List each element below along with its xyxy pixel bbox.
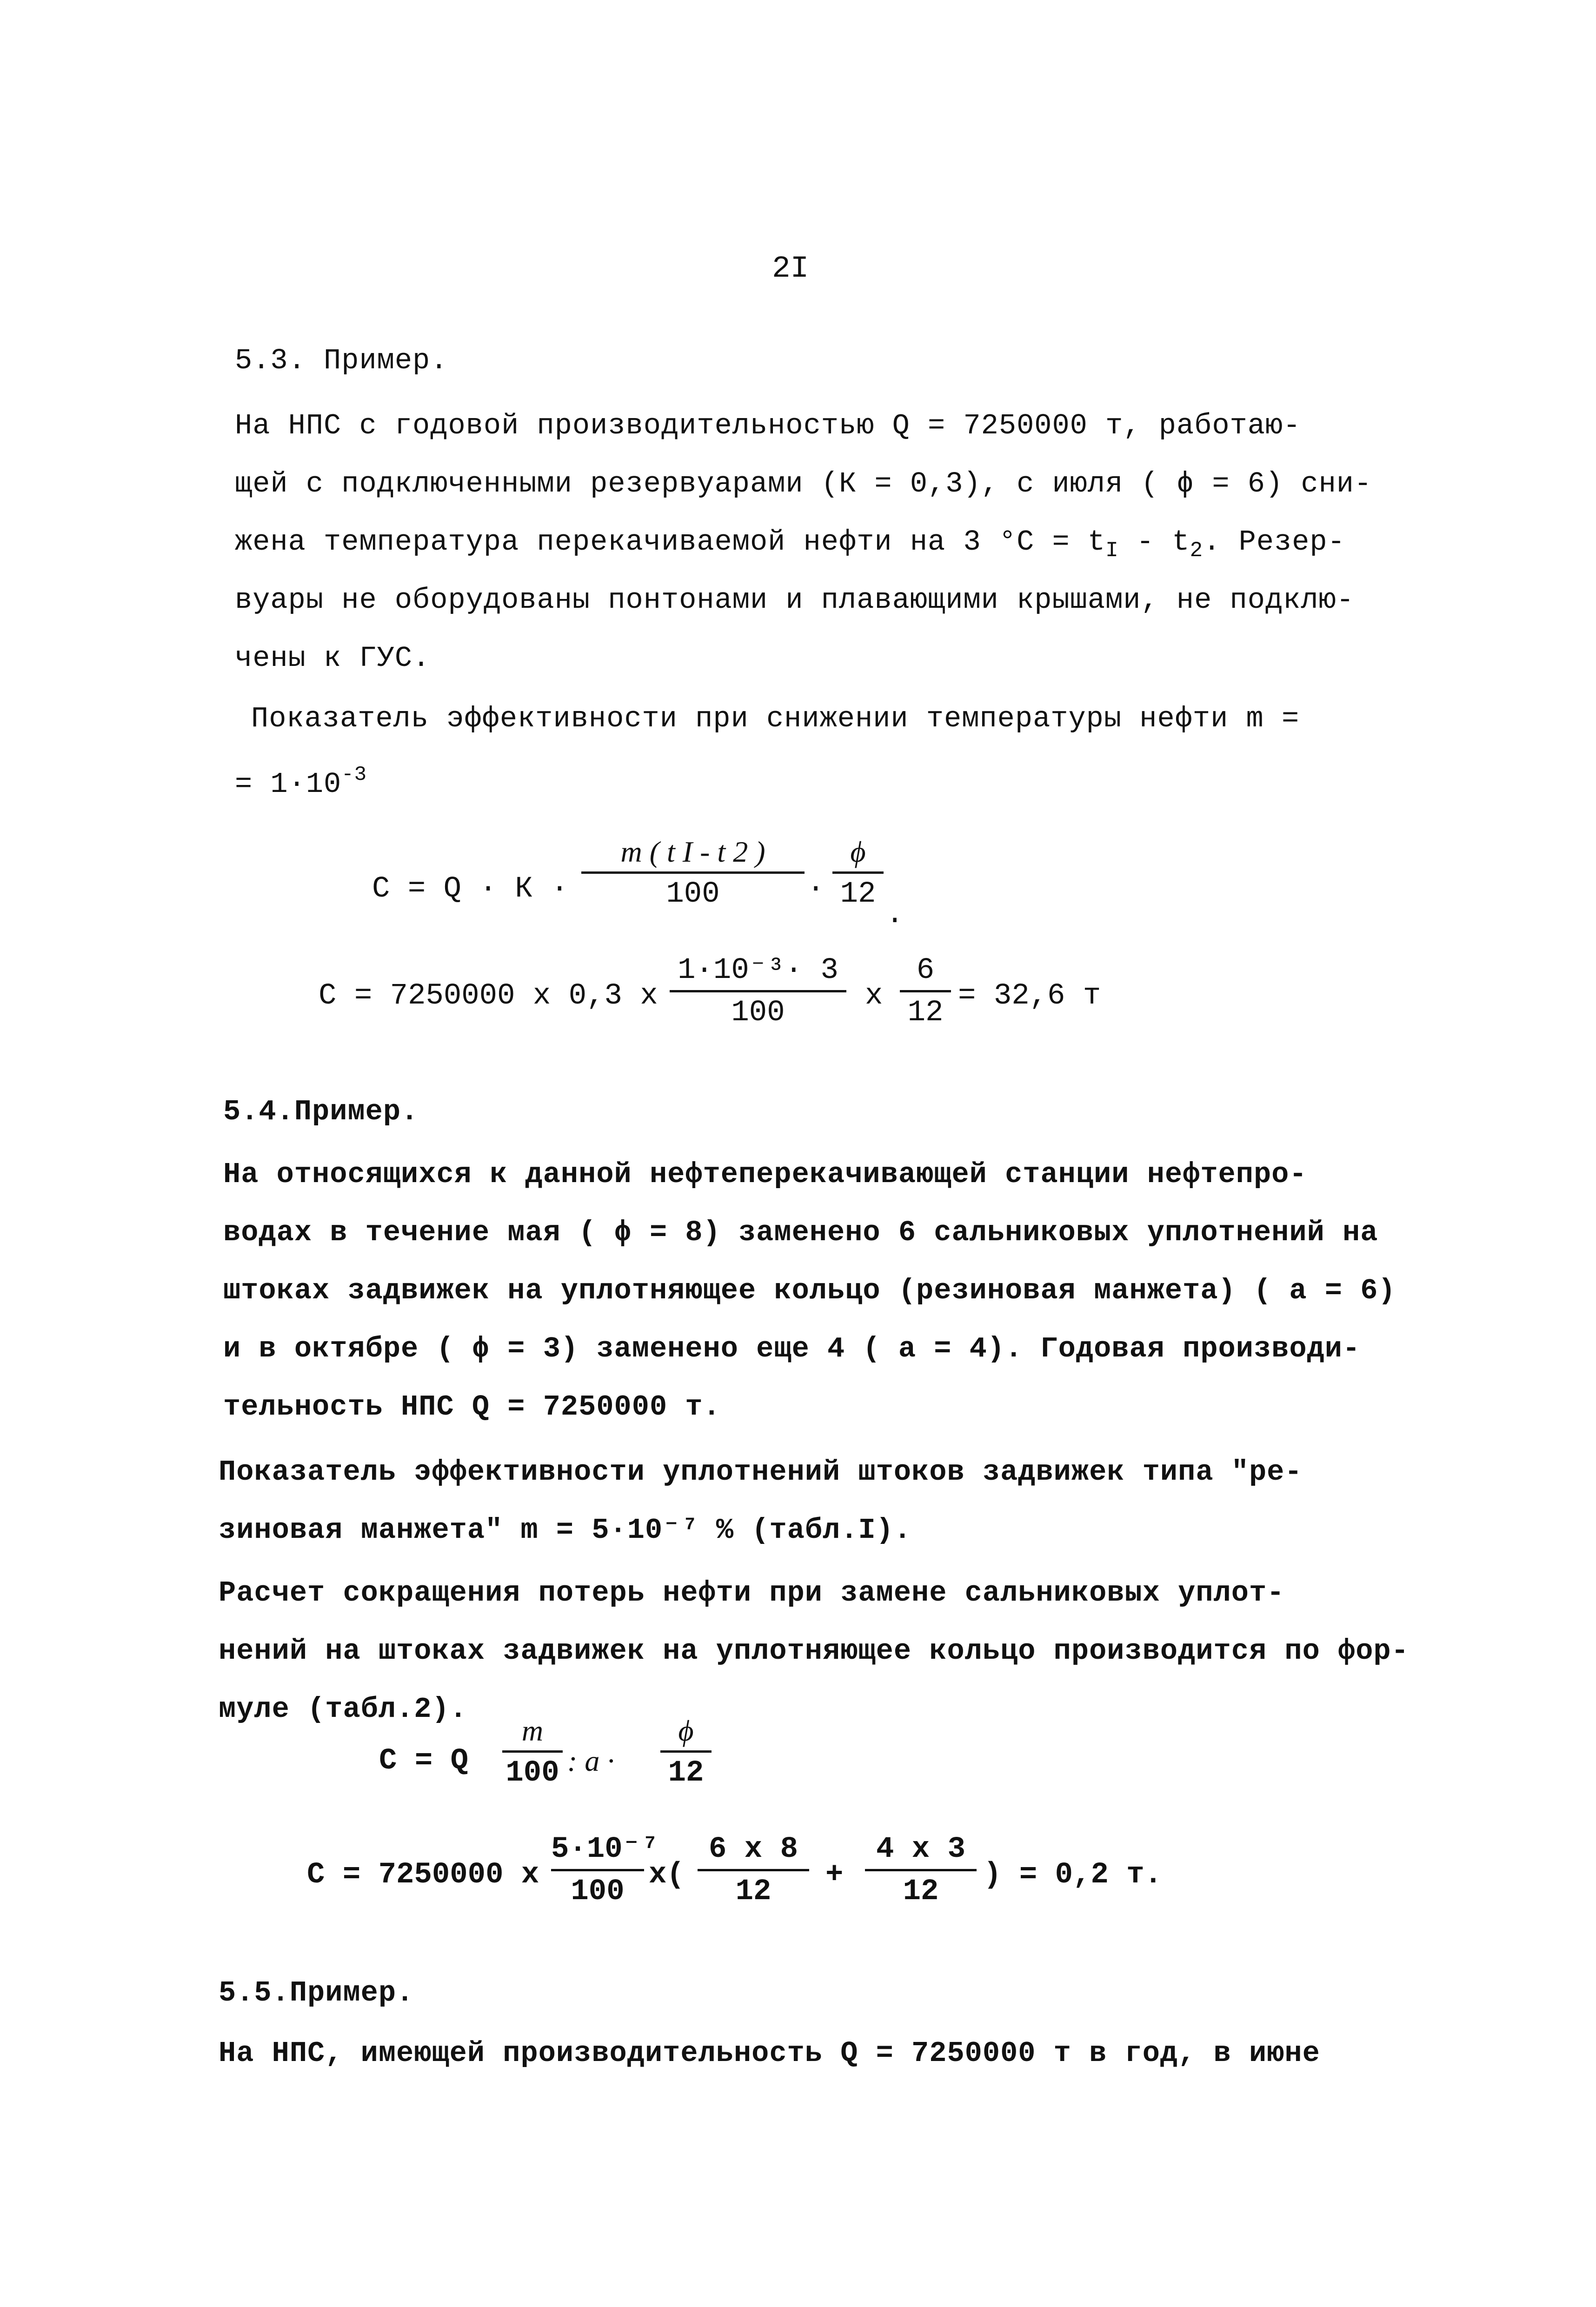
s54-calc-numerator-2: 6 х 8: [708, 1833, 798, 1866]
s54-calc-line-3: муле (табл.2).: [219, 1693, 467, 1726]
s54-calc-denominator-3: 12: [903, 1875, 939, 1908]
s53-line-5: чены к ГУС.: [235, 642, 431, 675]
s54-calc-fraction-2: [698, 1835, 809, 1907]
s54-formula-numerator-2: ϕ: [678, 1714, 694, 1747]
s53-formula-fraction: [581, 837, 805, 909]
s53-formula-numerator: m ( t I - t 2 ): [620, 835, 765, 868]
s53-calc-fraction-2: [900, 956, 951, 1028]
s53-index-value: = $1\cdot 10^{-3}$: [235, 763, 367, 801]
s53-calc-numerator-2: 6: [916, 954, 935, 987]
section-5-3-heading: 5.3. Пример.: [235, 344, 448, 377]
s53-line-1: На НПС с годовой производительностью Q = 7250000 т, работаю-: [235, 409, 1301, 442]
s54-formula-fraction-2: [660, 1716, 712, 1788]
s53-calc-numerator: 1·10⁻³· 3: [678, 954, 838, 987]
s54-formula-numerator: m: [521, 1714, 544, 1747]
s54-calc-line-2: нений на штоках задвижек на уплотняющее кольцо производится по фор-: [219, 1635, 1409, 1668]
s53-index-line: Показатель эффективности при снижении температуры нефти m =: [251, 702, 1300, 735]
s53-calc-denominator-2: 12: [907, 996, 944, 1030]
s54-calc-denominator-2: 12: [735, 1875, 771, 1908]
section-5-4-heading: 5.4.Пример.: [223, 1095, 419, 1128]
s53-formula-denominator: 100: [666, 878, 720, 911]
fraction-bar: [670, 990, 846, 992]
fraction-bar: [660, 1750, 712, 1753]
fraction-bar: [502, 1750, 563, 1753]
s54-calc-denominator: 100: [571, 1875, 625, 1908]
fraction-bar: [698, 1869, 809, 1871]
page-number: 2I: [772, 251, 809, 286]
s54-calc-result: ) = 0,2 т.: [984, 1858, 1163, 1892]
s53-formula-dot: ·: [807, 872, 825, 906]
s54-line-2: водах в течение мая ( ϕ = 8) заменено 6 сальниковых уплотнений на: [223, 1216, 1378, 1249]
fraction-bar: [865, 1869, 977, 1871]
fraction-bar: [581, 871, 805, 874]
s55-line-1: На НПС, имеющей производительность Q = 7250000 т в год, в июне: [219, 2037, 1320, 2070]
s54-index-line-2: зиновая манжета" m = 5·10⁻⁷ % (табл.I).: [219, 1514, 912, 1547]
s54-calc-fraction-3: [865, 1835, 977, 1907]
s54-calc-mid: х(: [649, 1858, 685, 1892]
fraction-bar: [832, 871, 884, 874]
s54-formula-lhs: С = Q: [379, 1744, 469, 1778]
fraction-bar: [900, 990, 951, 992]
s54-formula-denominator: 100: [505, 1756, 559, 1790]
fraction-bar: [551, 1869, 644, 1871]
s54-formula-denominator-2: 12: [668, 1756, 704, 1790]
s54-calc-fraction: [551, 1833, 658, 1908]
s54-calc-numerator: 5·10⁻⁷: [551, 1833, 658, 1866]
s54-formula-mid: : a ·: [567, 1744, 615, 1777]
s53-line-3: жена температура перекачиваемой нефти на 3 $^\circ С = t_I - t_2$. Резер-: [235, 525, 1345, 563]
s53-formula-denominator-2: 12: [840, 878, 876, 911]
s53-calc-result: = 32,6 т: [958, 979, 1101, 1013]
s53-line-4: вуары не оборудованы понтонами и плавающими крышами, не подклю-: [235, 584, 1354, 617]
s53-calc-fraction: [670, 956, 846, 1028]
s54-calc-numerator-3: 4 х 3: [876, 1833, 966, 1866]
s53-line-2: щей с подключенными резервуарами (К = 0,3), с июля ( ϕ = 6) сни-: [235, 467, 1372, 500]
s54-line-5: тельность НПС Q = 7250000 т.: [223, 1390, 721, 1423]
s54-calc-plus: +: [825, 1858, 844, 1892]
s54-line-4: и в октябре ( ϕ = 3) заменено еще 4 ( a = 4). Годовая производи-: [223, 1332, 1361, 1365]
s54-calc-lhs: С = 7250000 х: [307, 1858, 539, 1892]
s53-calc-mid: х: [865, 979, 883, 1013]
s53-calc-lhs: С = 7250000 х 0,3 х: [319, 979, 658, 1013]
s53-formula-fraction-2: [832, 837, 884, 909]
s54-line-3: штоках задвижек на уплотняющее кольцо (резиновая манжета) ( a = 6): [223, 1274, 1396, 1307]
s53-formula-lhs: С = Q · К ·: [372, 872, 569, 906]
s53-formula-tail: .: [886, 898, 904, 931]
s53-calc-denominator: 100: [731, 996, 785, 1030]
s53-formula-numerator-2: ϕ: [850, 835, 866, 868]
s54-calc-line-1: Расчет сокращения потерь нефти при замене сальниковых уплот-: [219, 1576, 1285, 1609]
s54-formula-fraction: [502, 1716, 563, 1788]
section-5-5-heading: 5.5.Пример.: [219, 1976, 414, 2009]
s54-index-line-1: Показатель эффективности уплотнений штоков задвижек типа "ре-: [219, 1456, 1303, 1489]
s54-line-1: На относящихся к данной нефтеперекачивающей станции нефтепро-: [223, 1158, 1307, 1191]
